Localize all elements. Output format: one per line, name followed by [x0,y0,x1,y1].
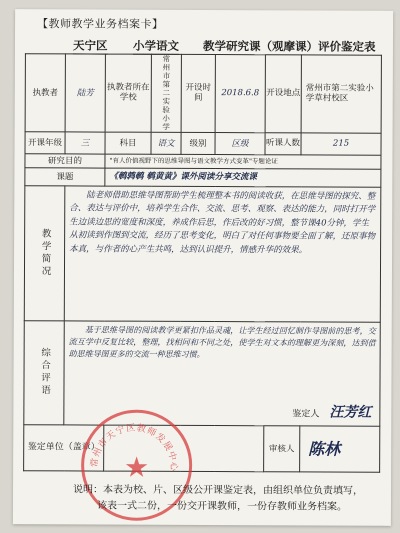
purpose-value: "育人价值视野下的思维导图与语文教学方式变革"专题论证 [105,154,381,169]
class-info-row [25,131,381,155]
appraiser-signature: 汪芳红 [329,404,372,421]
topic-value: 《鹌鹑鹌 鹌黄黄》课外阅读分享交流课 [105,168,381,187]
place-label: 开设地点 [265,55,301,133]
teacher-value: 陆芳 [65,54,105,132]
subject-label: 科目 [105,132,151,154]
reviewer-cell [300,425,380,471]
process-text: 陆老师借助思维导图帮助学生梳理整本书的阅读收获，在思维导图的探究、整合、表达与评价中，培养学生合作、交流、思考、观察、表达的能力，同时打开学生边读边思的宽度和深度，养成作后思，作后改的好习惯，整节课40分钟，学生从初读到作图到交流，经历了思考变化，明白了对任何事物要全面了解，还原事物本真，与作者的心产生共鸣，达到认识提升，情感升华的效果。 [64,185,381,321]
reviewer-signature: 陈林 [308,438,341,459]
evaluation-form-sheet [13,9,393,526]
archive-card-tag: 【教师教学业务档案卡】 [37,17,164,31]
grade-value: 三 [65,131,105,153]
stamp-text: 常州市天宁区教师发展中心 [89,423,179,473]
purpose-row [25,153,381,169]
subject-name: 小学语文 [132,38,179,53]
grade-label: 开课年级 [25,131,65,153]
level-label: 级别 [181,132,215,154]
unit-label: 鉴定单位（盖章） [24,424,104,470]
topic-row [25,167,381,187]
attendance-value: 215 [301,132,381,154]
school-label: 执教者所在学校 [105,54,151,132]
teacher-info-row [25,54,381,133]
purpose-label: 研究目的 [25,153,105,167]
form-header [15,33,393,55]
topic-label: 课题 [25,167,105,185]
note-line-2: 该表一式二份，一份交开课教师，一份存教师业务档案。 [96,500,347,513]
form-title: 教学研究课（观摩课）评价鉴定表 [202,38,376,54]
comment-text: 基于思维导图的阅读教学更紧扣作品灵魂，让学生经过回忆制作导图前的思考，交流互学中反复比较，整理，找相同和不同之处，使学生对文本的理解更为深刻，达到借助思维导图更多的交流一种思维习惯。 [68,324,376,359]
time-label: 开设时间 [181,54,215,132]
seal-star-icon: ★ [123,450,150,484]
district-name: 天宁区 [72,38,108,53]
note-line-1: 说明：本表为校、片、区级公开课鉴定表，由组织单位负责填写， [73,484,364,497]
evaluation-table [23,53,382,472]
comment-label: 综合评语 [38,347,51,398]
level-value: 区级 [215,132,265,154]
attendance-label: 听课人数 [265,132,301,154]
reviewer-label: 审核人 [264,425,300,471]
appraiser-label: 鉴定人 [292,408,320,420]
process-label: 教学简况 [39,227,51,278]
teacher-label: 执教者 [25,54,65,132]
place-value: 常州市第二实验小学草村校区 [301,55,381,133]
comment-row [24,320,380,426]
school-value: 常州市第二实验小学 [161,54,171,132]
time-value: 2018.6.8 [215,55,265,133]
subject-value: 语文 [151,132,181,154]
seal-row [24,424,380,472]
process-row [24,185,381,322]
